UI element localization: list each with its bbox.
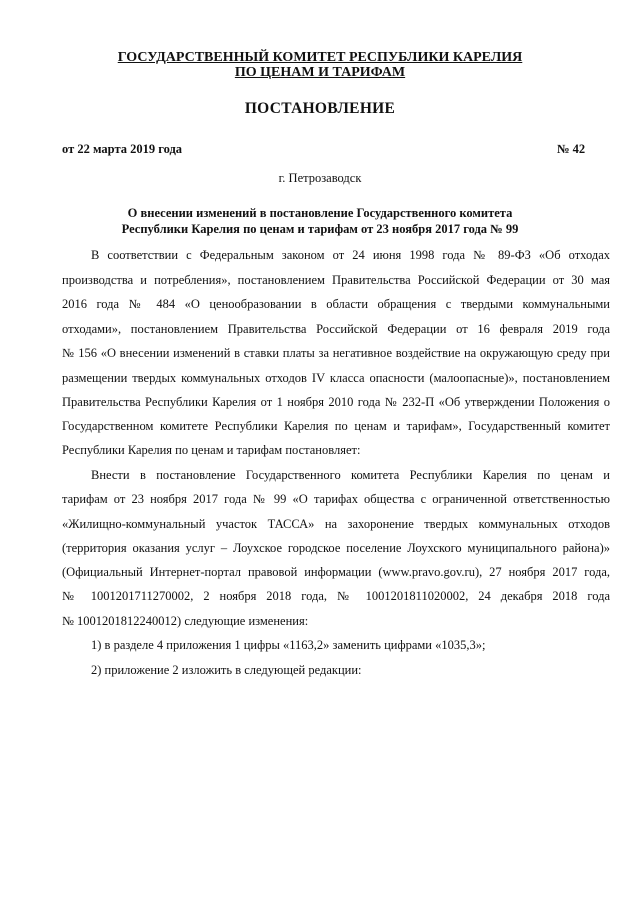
paragraph-line: отходами», постановлением Правительства Российской Федерации от 16 февраля 2019 года <box>62 322 610 336</box>
committee-name-line2: ПО ЦЕНАМ И ТАРИФАМ <box>234 65 406 80</box>
paragraph-line: «Жилищно-коммунальный участок ТАССА» на захоронение твердых коммунальных отходов <box>62 517 610 531</box>
document-city: г. Петрозаводск <box>278 171 362 185</box>
paragraph-line: Правительства Республики Карелия от 1 ноября 2010 года № 232-П «Об утверждении Положения о <box>62 395 610 409</box>
paragraph-line: (территория оказания услуг – Лоухское городское поселение Лоухского муниципального района)» <box>62 541 610 555</box>
paragraph-line: производства и потребления», постановлением Правительства Российской Федерации от 30 мая <box>62 273 610 287</box>
document-title: ПОСТАНОВЛЕНИЕ <box>244 100 396 117</box>
document-number: № 42 <box>557 142 586 156</box>
committee-name-line1: ГОСУДАРСТВЕННЫЙ КОМИТЕТ РЕСПУБЛИКИ КАРЕЛИЯ <box>117 50 523 65</box>
paragraph-line: В соответствии с Федеральным законом от 24 июня 1998 года № 89-ФЗ «Об отходах <box>91 248 610 262</box>
paragraph-line: (Официальный Интернет-портал правовой информации (www.pravo.gov.ru), 27 ноября 2017 года, <box>62 565 610 579</box>
paragraph-line: Государственном комитете Республики Карелия по ценам и тарифам», Государственный комитет <box>62 419 610 433</box>
subject-line: Республики Карелия по ценам и тарифам от 23 ноября 2017 года № 99 <box>121 222 519 236</box>
paragraph-line: № 156 «О внесении изменений в ставки платы за негативное воздействие на окружающую среду при <box>62 346 610 360</box>
list-item: 2) приложение 2 изложить в следующей редакции: <box>91 663 362 677</box>
paragraph-line: № 1001201711270002, 2 ноября 2018 года, № 1001201811020002, 24 декабря 2018 года <box>62 589 610 603</box>
paragraph-line: № 1001201812240012) следующие изменения: <box>62 614 309 628</box>
paragraph-line: тарифам от 23 ноября 2017 года № 99 «О тарифах общества с ограниченной ответственностью <box>62 492 610 506</box>
paragraph-line: Республики Карелия по ценам и тарифам постановляет: <box>62 443 361 457</box>
document-date: от 22 марта 2019 года <box>62 142 183 156</box>
paragraph-line: Внести в постановление Государственного комитета Республики Карелия по ценам и <box>91 468 610 482</box>
paragraph-line: размещении твердых коммунальных отходов IV класса опасности (малоопасные)», постановлением <box>62 371 610 385</box>
document-subject <box>0 205 640 237</box>
paragraph-line: 2016 года № 484 «О ценообразовании в области обращения с твердыми коммунальными <box>62 297 610 311</box>
subject-line: О внесении изменений в постановление Государственного комитета <box>127 206 513 220</box>
list-item: 1) в разделе 4 приложения 1 цифры «1163,2» заменить цифрами «1035,3»; <box>91 638 486 652</box>
